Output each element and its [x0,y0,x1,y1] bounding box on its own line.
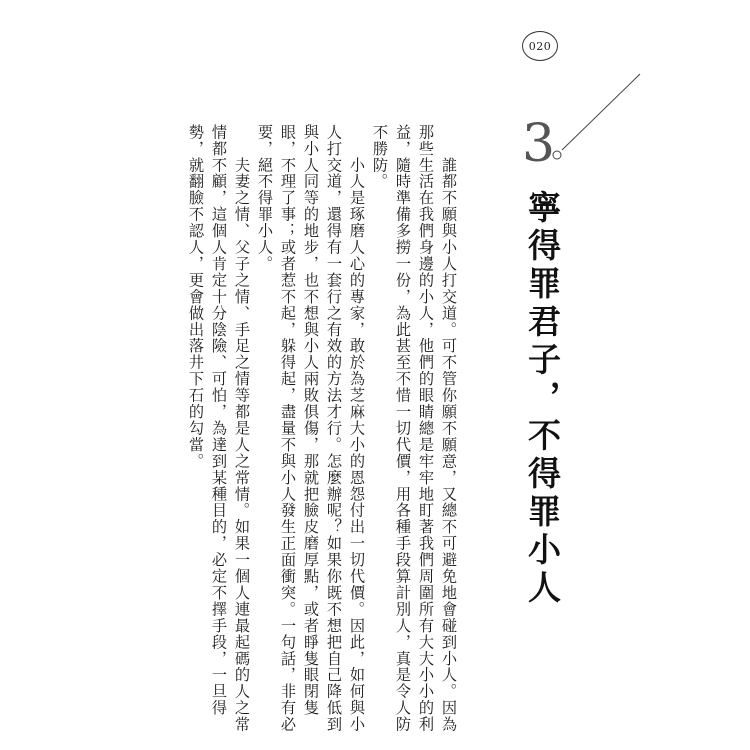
text-column: 益，隨時準備多撈一份，為此甚至不惜一切代價，用各種手段算計別人，真是令人防 [394,124,412,733]
text-column: 眼，不理了事；或者惹不起，躲得起，盡量不與小人發生正面衝突。一句話，非有必 [279,124,297,733]
body-text [184,124,460,733]
text-column: 夫妻之情、父子之情、手足之情等都是人之常情。如果一個人連最起碼的人之常 [233,124,251,733]
chapter-number: 3 [522,114,556,174]
text-column: 人打交道，還得有一套行之有效的方法才行。怎麼辦呢？如果你既不想把自己降低到 [325,124,343,733]
page-number: 020 [522,31,558,61]
text-column: 情都不顧，這個人肯定十分陰險、可怕，為達到某種目的，必定不擇手段，一旦得 [210,124,228,717]
text-column: 要，絕不得罪小人。 [256,124,274,273]
text-column: 不勝防。 [371,124,389,190]
text-column: 與小人同等的地步，也不想與小人兩敗俱傷，那就把臉皮磨厚點，或者睜隻眼閉隻 [302,124,320,717]
text-column: 勢，就翻臉不認人，更會做出落井下石的勾當。 [187,124,205,470]
text-column: 小人是琢磨人心的專家，敢於為芝麻大小的恩怨付出一切代價。因此，如何與小 [348,124,366,733]
text-column: 那些生活在我們身邊的小人，他們的眼睛總是牢牢地盯著我們周圍所有大大小小的利 [417,124,435,733]
text-column: 誰都不願與小人打交道。可不管你願不願意，又總不可避免地會碰到小人。因為 [440,124,458,733]
chapter-title: 寧得罪君子，不得罪小人 [523,190,562,608]
